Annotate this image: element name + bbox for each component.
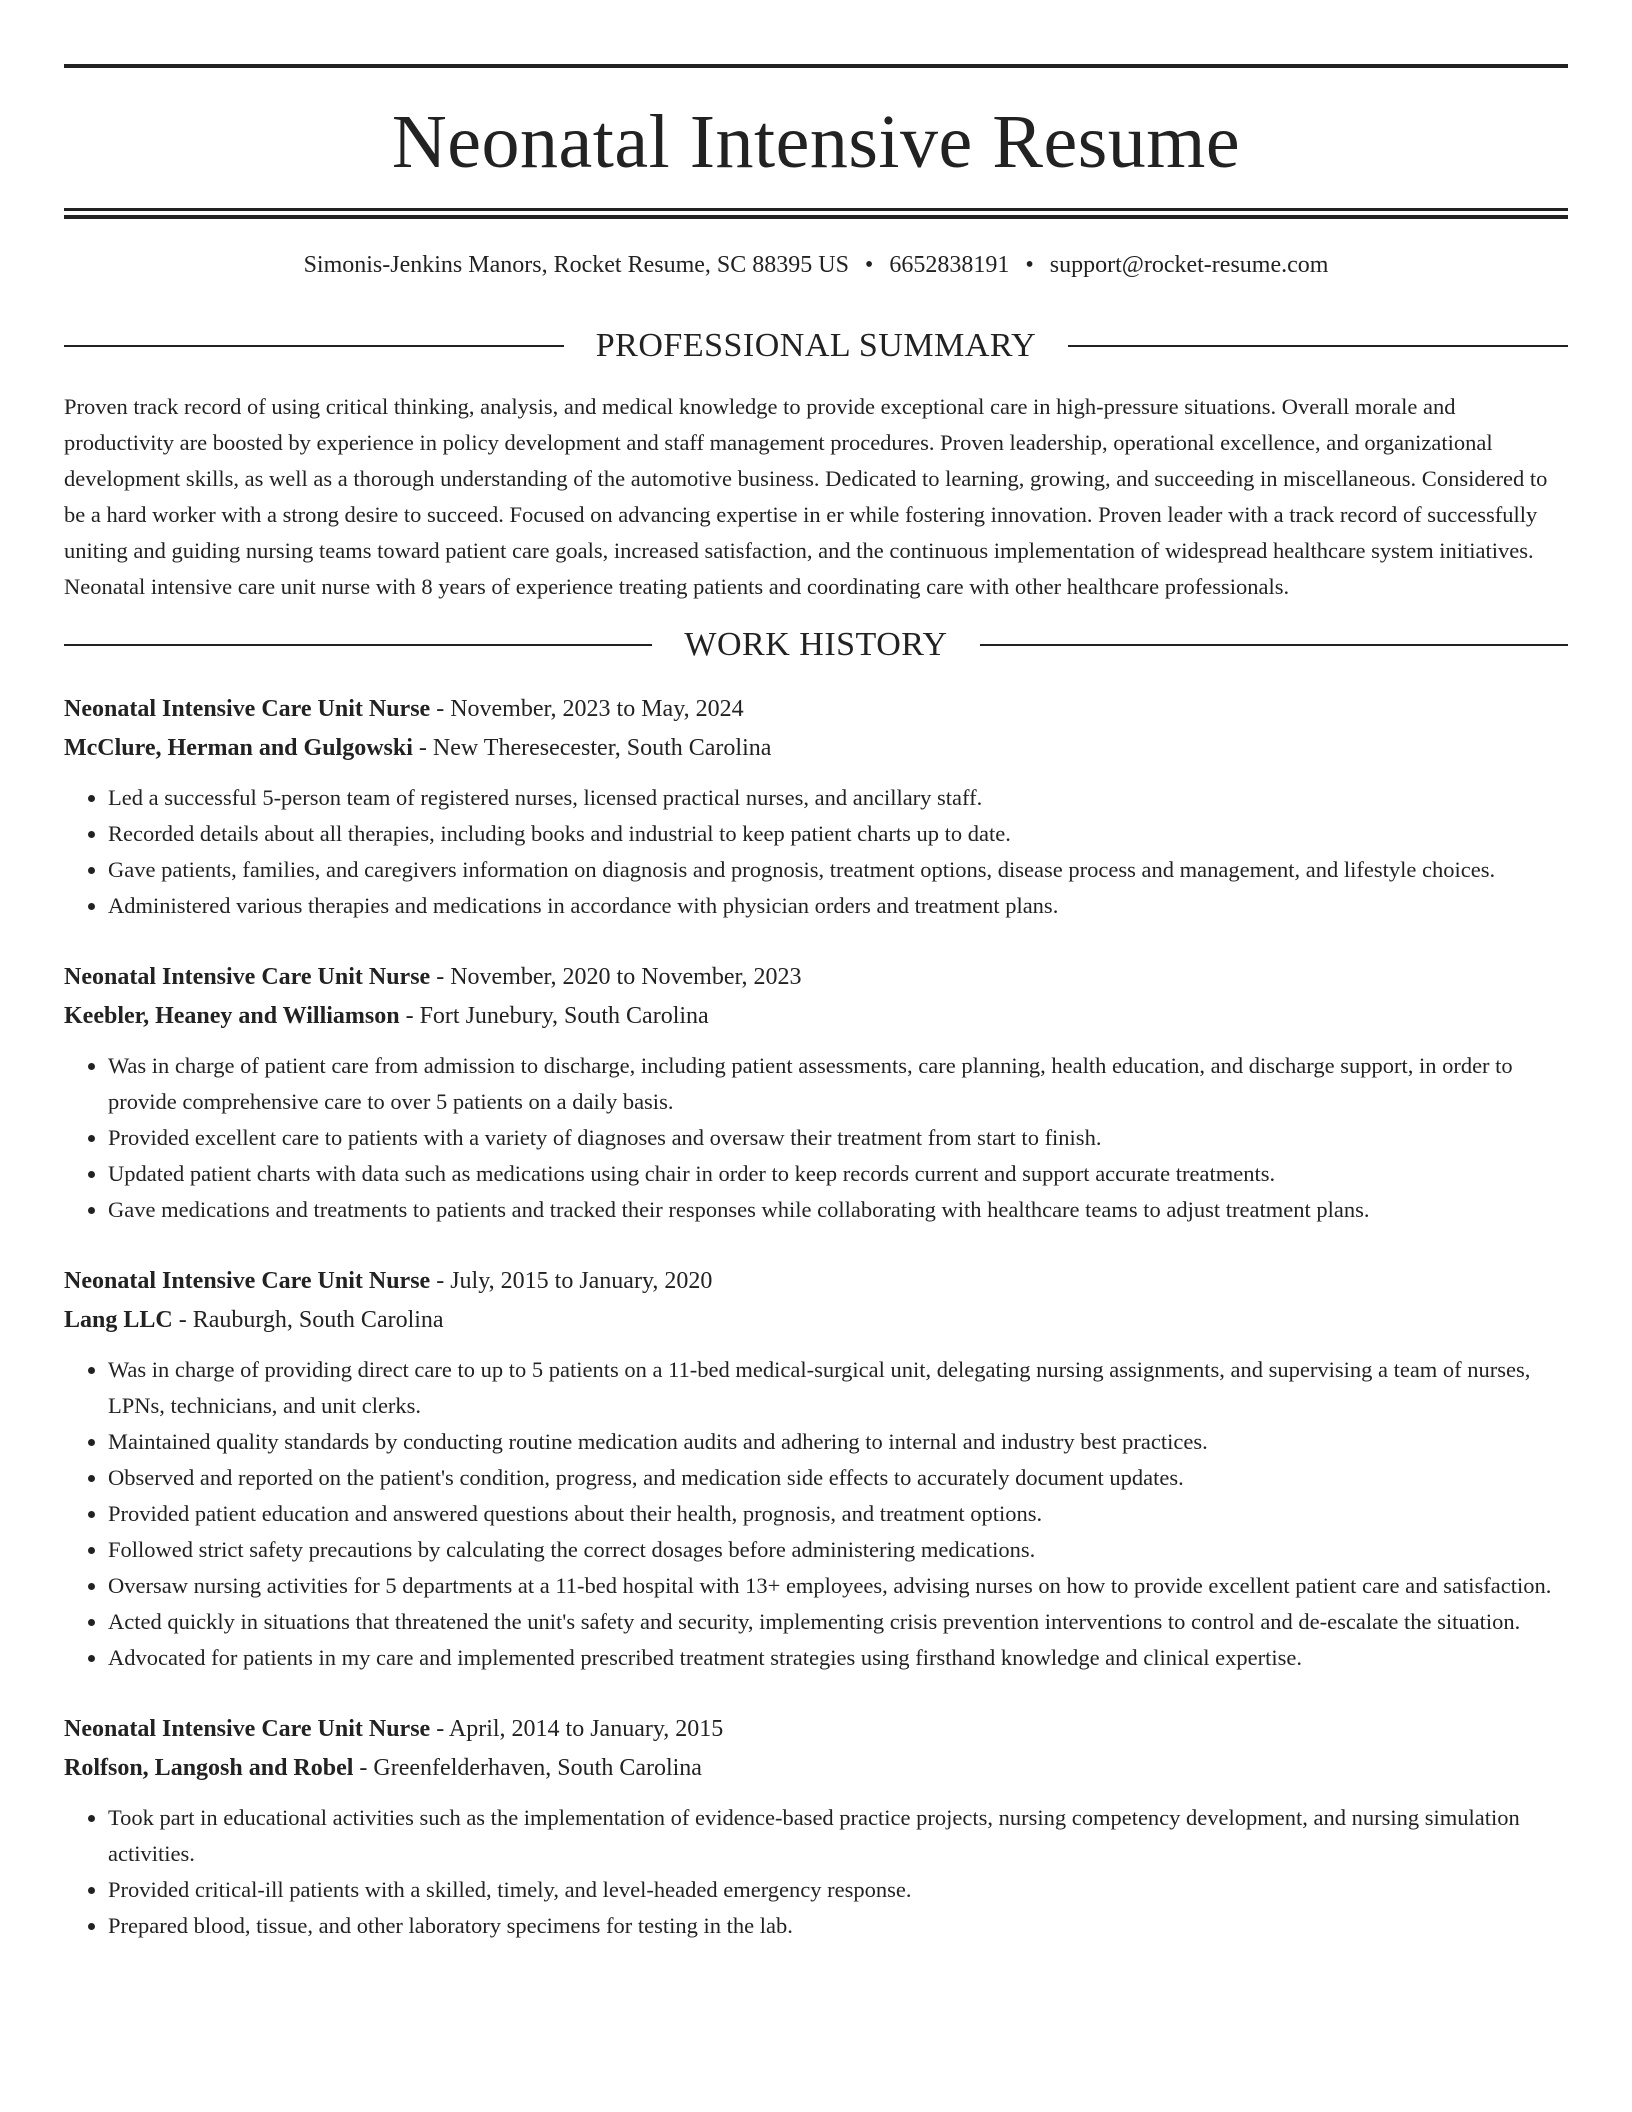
job-company-line xyxy=(64,997,1568,1036)
job-entry xyxy=(64,958,1568,1228)
job-duties-list xyxy=(64,1800,1568,1944)
job-location: - Fort Junebury, South Carolina xyxy=(399,1002,709,1029)
job-duty-item: • Observed and reported on the patient's condition, progress, and medication side effects to accurately document updates. xyxy=(108,1460,1568,1496)
job-location: - New Theresecester, South Carolina xyxy=(412,734,772,761)
job-duty-item: • Gave patients, families, and caregivers information on diagnosis and prognosis, treatment options, disease process and management, and lifestyle choices. xyxy=(108,852,1568,888)
job-duty-item: • Administered various therapies and medications in accordance with physician orders and treatment plans. xyxy=(108,888,1568,924)
job-duty-item: • Advocated for patients in my care and implemented prescribed treatment strategies using firsthand knowledge and clinical expertise. xyxy=(108,1640,1568,1676)
job-title: Neonatal Intensive Care Unit Nurse xyxy=(64,1267,431,1294)
contact-line xyxy=(64,253,1568,277)
title-double-rule xyxy=(64,208,1568,219)
job-title-line xyxy=(64,1710,1568,1749)
job-company-line xyxy=(64,1301,1568,1340)
summary-section-heading xyxy=(64,329,1568,363)
job-duty-item: • Took part in educational activities such as the implementation of evidence-based practice projects, nursing competency development, and nursing simulation activities. xyxy=(108,1800,1568,1872)
job-duty-item: • Maintained quality standards by conducting routine medication audits and adhering to internal and industry best practices. xyxy=(108,1424,1568,1460)
job-duty-item: • Updated patient charts with data such as medications using chair in order to keep records current and support accurate treatments. xyxy=(108,1156,1568,1192)
job-company: Lang LLC xyxy=(64,1306,173,1333)
job-duty-item: • Oversaw nursing activities for 5 departments at a 11-bed hospital with 13+ employees, advising nurses on how to provide excellent patient care and satisfaction. xyxy=(108,1568,1568,1604)
work-section-heading xyxy=(64,625,1568,663)
job-dates: - November, 2020 to November, 2023 xyxy=(430,963,802,990)
heading-rule-right xyxy=(1068,345,1568,347)
job-duty-item: • Acted quickly in situations that threatened the unit's safety and security, implementing crisis prevention interventions to control and de-escalate the situation. xyxy=(108,1604,1568,1640)
job-duty-item: • Led a successful 5-person team of registered nurses, licensed practical nurses, and ancillary staff. xyxy=(108,780,1568,816)
job-title: Neonatal Intensive Care Unit Nurse xyxy=(64,963,431,990)
job-company: Rolfson, Langosh and Robel xyxy=(64,1754,354,1781)
resume-title: Neonatal Intensive Resume xyxy=(391,100,1241,184)
job-entry xyxy=(64,1710,1568,1944)
contact-separator: • xyxy=(864,252,874,278)
heading-rule-right xyxy=(980,644,1568,646)
summary-heading-label: PROFESSIONAL SUMMARY xyxy=(595,327,1037,364)
job-duties-list xyxy=(64,1048,1568,1228)
job-title: Neonatal Intensive Care Unit Nurse xyxy=(64,1715,431,1742)
job-duty-item: • Provided patient education and answered questions about their health, prognosis, and treatment options. xyxy=(108,1496,1568,1532)
job-title-line xyxy=(64,690,1568,729)
job-duties-list xyxy=(64,780,1568,924)
top-rule xyxy=(64,64,1568,68)
contact-address: Simonis-Jenkins Manors, Rocket Resume, SC 88395 US xyxy=(303,252,849,278)
job-location: - Rauburgh, South Carolina xyxy=(172,1306,444,1333)
contact-separator: • xyxy=(1025,252,1034,278)
job-duty-item: • Followed strict safety precautions by calculating the correct dosages before administering medications. xyxy=(108,1532,1568,1568)
job-dates: - November, 2023 to May, 2024 xyxy=(430,695,744,722)
work-heading-label: WORK HISTORY xyxy=(684,625,948,663)
job-company: McClure, Herman and Gulgowski xyxy=(64,734,413,761)
job-duty-item: • Was in charge of patient care from admission to discharge, including patient assessments, care planning, health education, and discharge support, in order to provide comprehensive care to over 5 patients on a daily basis. xyxy=(108,1048,1568,1120)
heading-rule-left xyxy=(64,345,564,347)
job-company-line xyxy=(64,1749,1568,1788)
job-duty-item: • Recorded details about all therapies, including books and industrial to keep patient charts up to date. xyxy=(108,816,1568,852)
job-duty-item: • Provided critical-ill patients with a skilled, timely, and level-headed emergency response. xyxy=(108,1872,1568,1908)
job-title: Neonatal Intensive Care Unit Nurse xyxy=(64,695,431,722)
job-entry xyxy=(64,690,1568,924)
job-title-line xyxy=(64,958,1568,997)
contact-phone: 6652838191 xyxy=(889,252,1010,278)
job-entry xyxy=(64,1262,1568,1676)
job-duty-item: • Was in charge of providing direct care to up to 5 patients on a 11-bed medical-surgical unit, delegating nursing assignments, and supervising a team of nurses, LPNs, technicians, and unit clerks. xyxy=(108,1352,1568,1424)
job-location: - Greenfelderhaven, South Carolina xyxy=(353,1754,702,1781)
job-dates: - April, 2014 to January, 2015 xyxy=(430,1715,724,1742)
summary-text: Proven track record of using critical thinking, analysis, and medical knowledge to provide exceptional care in high-pressure situations. Overall morale and productivity are boosted by experience in policy development and staff management procedures. Proven leadership, operational excellence, and organizational development skills, as well as a thorough understanding of the automotive business. Dedicated to learning, growing, and succeeding in miscellaneous. Considered to be a hard worker with a strong desire to succeed. Focused on advancing expertise in er while fostering innovation. Proven leader with a track record of successfully uniting and guiding nursing teams toward patient care goals, increased satisfaction, and the continuous implementation of widespread healthcare system initiatives. Neonatal intensive care unit nurse with 8 years of experience treating patients and coordinating care with other healthcare professionals. xyxy=(64,394,1548,599)
job-dates: - July, 2015 to January, 2020 xyxy=(430,1267,713,1294)
job-duties-list xyxy=(64,1352,1568,1676)
job-title-line xyxy=(64,1262,1568,1301)
job-duty-item: • Gave medications and treatments to patients and tracked their responses while collaborating with healthcare teams to adjust treatment plans. xyxy=(108,1192,1568,1228)
heading-rule-left xyxy=(64,644,652,646)
job-company-line xyxy=(64,729,1568,768)
job-duty-item: • Provided excellent care to patients with a variety of diagnoses and oversaw their treatment from start to finish. xyxy=(108,1120,1568,1156)
contact-email: support@rocket-resume.com xyxy=(1049,252,1329,278)
resume-page xyxy=(64,64,1568,1944)
work-history-list xyxy=(64,690,1568,1944)
job-duty-item: • Prepared blood, tissue, and other laboratory specimens for testing in the lab. xyxy=(108,1908,1568,1944)
job-company: Keebler, Heaney and Williamson xyxy=(64,1002,400,1029)
